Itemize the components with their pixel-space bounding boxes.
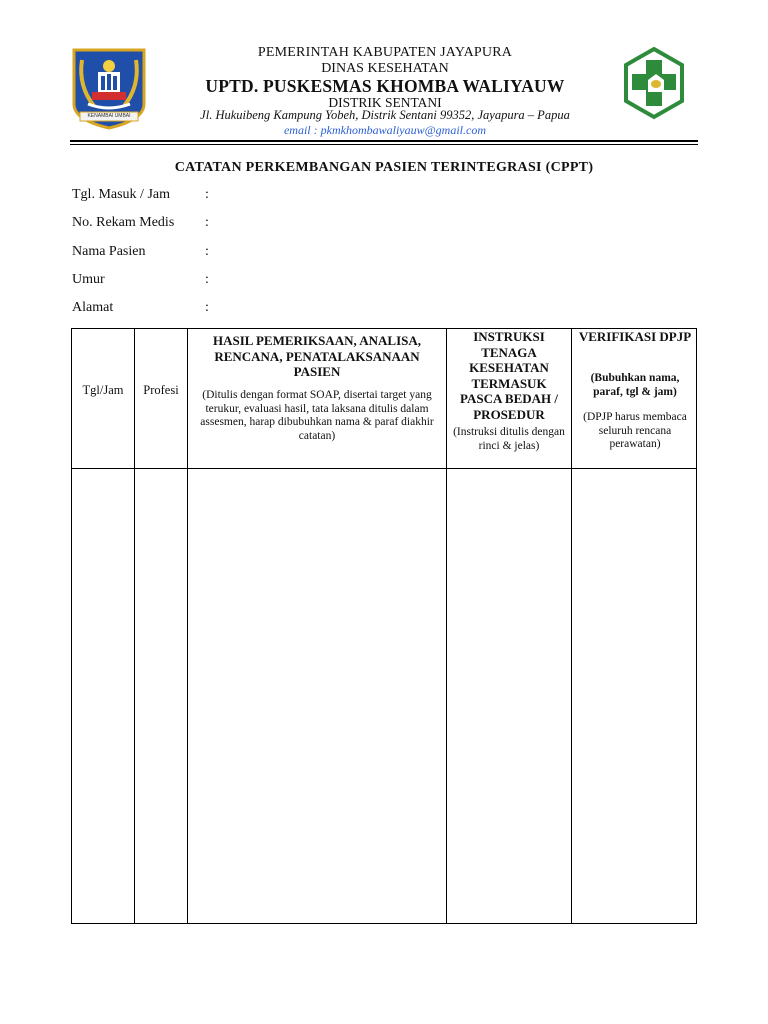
- field-colon: :: [205, 187, 209, 202]
- body-cell-profesi: [135, 469, 187, 923]
- header-verifikasi-sub: (Bubuhkan nama, paraf, tgl & jam): [590, 372, 680, 398]
- document-title: CATATAN PERKEMBANGAN PASIEN TERINTEGRASI (CPPT): [174, 160, 594, 175]
- header-hasil-title: HASIL PEMERIKSAAN, ANALISA, RENCANA, PENATALAKSANAAN PASIEN: [212, 333, 422, 379]
- field-label-medical-record: No. Rekam Medis: [72, 215, 175, 230]
- district-line: DISTRIK SENTANI: [328, 95, 442, 110]
- address-line: Jl. Hukuibeng Kampung Yobeh, Distrik Sentani 99352, Jayapura – Papua: [200, 108, 570, 122]
- header-instruksi-note: (Instruksi ditulis dengan rinci & jelas): [453, 426, 565, 452]
- emblem-motto: KENAMBAI UMBAI: [87, 113, 131, 119]
- letterhead-divider-thin: [70, 144, 698, 145]
- cppt-table: [71, 328, 697, 924]
- header-verifikasi-note: (DPJP harus membaca seluruh rencana perawatan): [583, 411, 687, 450]
- header-hasil-note: (Ditulis dengan format SOAP, disertai target yang terukur, evaluasi hasil, tata laksana ditulis dalam assesmen, harap dibubuhkan nama & paraf diakhir catatan): [200, 389, 434, 442]
- field-colon: :: [205, 272, 209, 287]
- body-cell-hasil: [188, 469, 446, 923]
- field-colon: :: [205, 215, 209, 230]
- field-label-admission: Tgl. Masuk / Jam: [72, 187, 170, 202]
- header-verifikasi-title: VERIFIKASI DPJP: [578, 329, 692, 344]
- email-line: email : pkmkhombawaliyauw@gmail.com: [283, 123, 486, 137]
- header-instruksi-title: INSTRUKSI TENAGA KESEHATAN TERMASUK PASCA BEDAH / PROSEDUR: [460, 329, 558, 422]
- facility-name: UPTD. PUSKESMAS KHOMBA WALIYAUW: [205, 76, 565, 96]
- department-line: DINAS KESEHATAN: [321, 61, 449, 76]
- puskesmas-cross-icon: [618, 46, 690, 120]
- header-profesi: Profesi: [143, 383, 179, 397]
- government-line: PEMERINTAH KABUPATEN JAYAPURA: [257, 45, 513, 60]
- field-colon: :: [205, 300, 209, 315]
- field-label-age: Umur: [72, 272, 105, 287]
- field-label-address: Alamat: [72, 300, 114, 315]
- header-tgl-jam: Tgl/Jam: [82, 383, 124, 397]
- body-cell-instruksi: [447, 469, 571, 923]
- field-label-patient-name: Nama Pasien: [72, 244, 146, 259]
- letterhead-divider: [70, 140, 698, 142]
- body-cell-tgl-jam: [72, 469, 134, 923]
- field-colon: :: [205, 244, 209, 259]
- body-cell-verifikasi: [572, 469, 696, 923]
